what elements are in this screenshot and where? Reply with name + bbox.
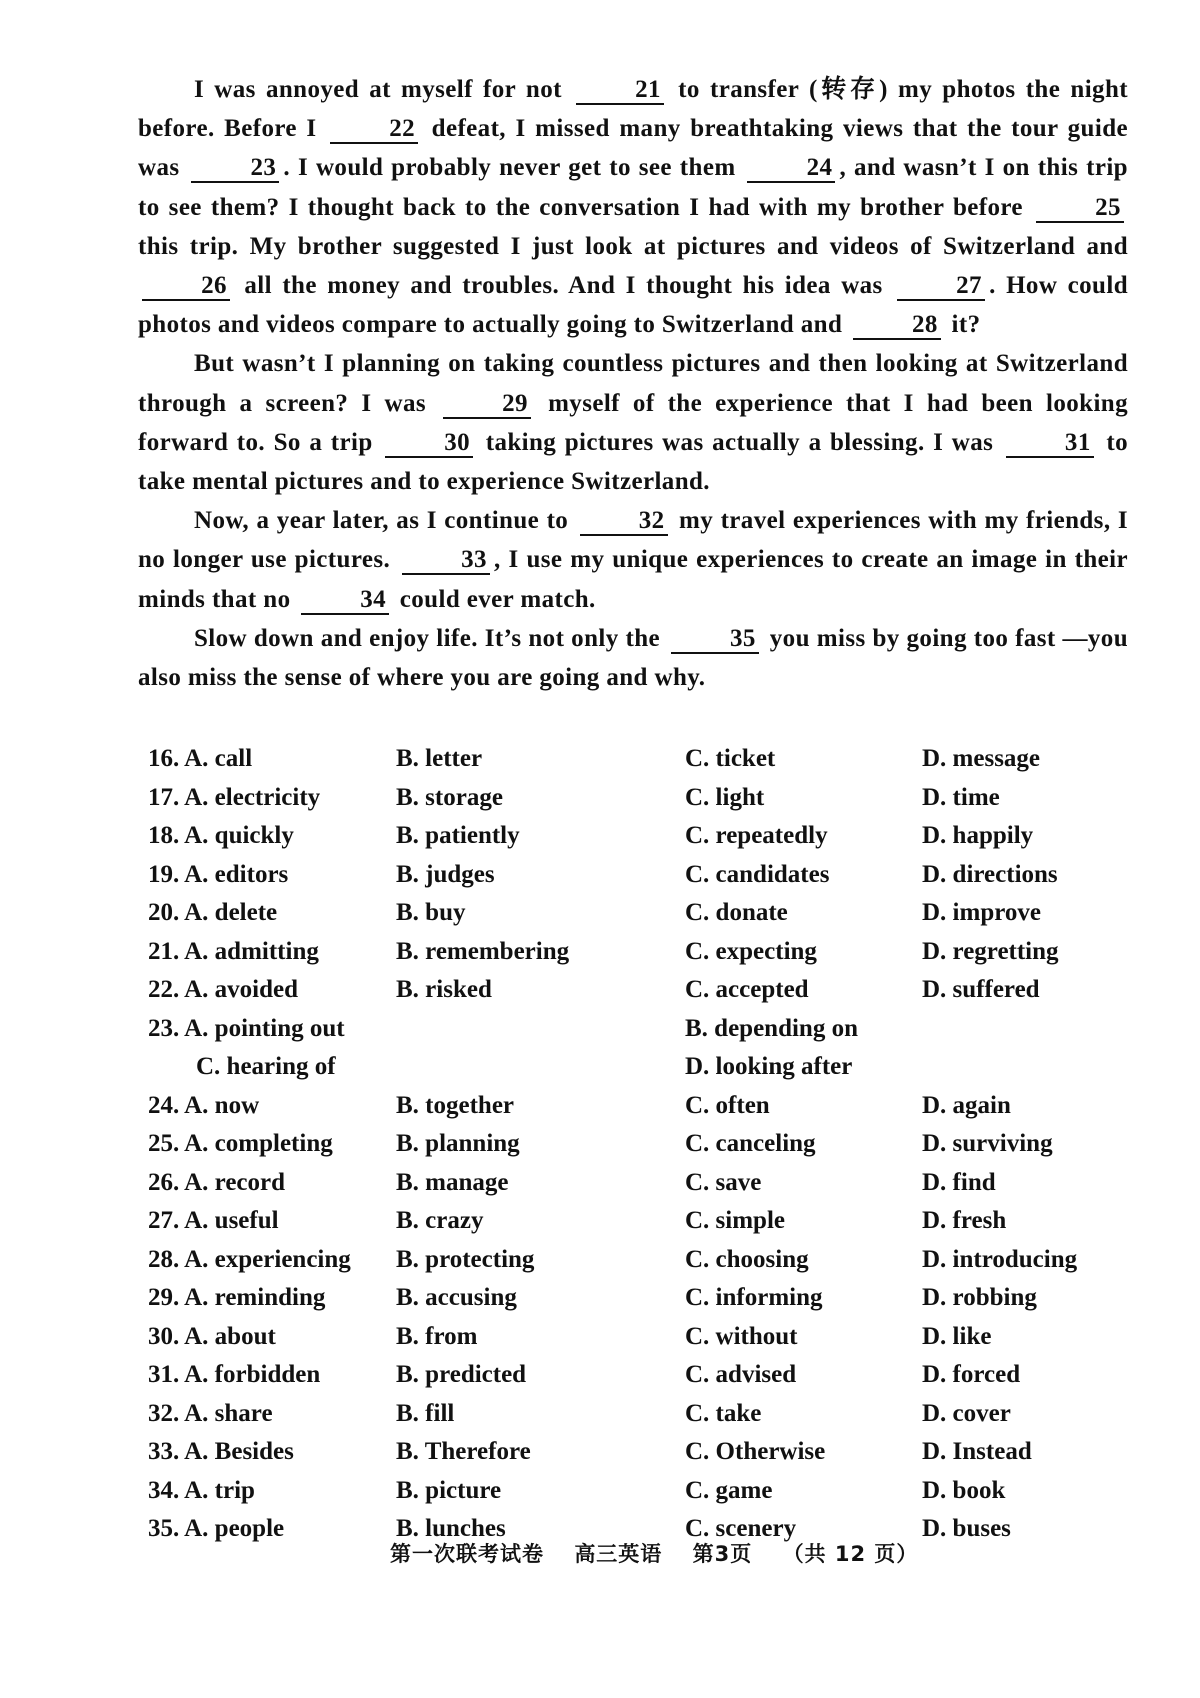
option-b: B. remembering (396, 937, 570, 965)
option-row (148, 817, 1128, 856)
option-c: C. candidates (685, 860, 830, 888)
option-d: D. book (922, 1476, 1006, 1504)
option-a (148, 1164, 285, 1203)
option-d: D. again (922, 1091, 1011, 1119)
option-a (148, 1125, 333, 1164)
question-number: 29. (148, 1284, 180, 1311)
passage-text: it? (944, 311, 981, 339)
option-d: D. find (922, 1168, 996, 1196)
option-row (148, 1433, 1128, 1472)
question-number: 25. (148, 1130, 180, 1157)
blank-number: 35 (671, 626, 759, 654)
option-b: B. buy (396, 899, 466, 926)
option-row (148, 1356, 1128, 1395)
option-d: D. cover (922, 1399, 1011, 1427)
passage-text: I was annoyed at myself for not (194, 76, 572, 103)
option-d: D. improve (922, 899, 1041, 926)
option-d: D. looking after (685, 1053, 853, 1080)
option-b: B. planning (396, 1130, 520, 1157)
option-d: D. message (922, 745, 1041, 772)
option-a-text: A. completing (184, 1130, 333, 1157)
passage-text: taking pictures was actually a blessing. I was (477, 428, 1002, 456)
option-row (148, 1318, 1128, 1357)
option-c: C. hearing of (196, 1053, 336, 1080)
option-a-text: A. trip (184, 1476, 255, 1504)
passage-text: Now, a year later, as I continue to (194, 507, 576, 535)
question-number: 19. (148, 860, 180, 888)
option-a (148, 740, 252, 779)
passage-text: . I would probably never get to see them (283, 154, 744, 182)
option-a (148, 1241, 351, 1280)
option-b: B. lunches (396, 1515, 506, 1542)
option-d: D. like (922, 1322, 992, 1350)
option-d: D. regretting (922, 937, 1059, 965)
passage-text: , and wasn’t I on this trip to see them? I thought back to the conversation I had with my brother before (138, 154, 1128, 221)
option-c: C. canceling (685, 1130, 816, 1157)
option-a (148, 1510, 284, 1549)
option-a-text: A. admitting (184, 937, 319, 965)
option-a (148, 1472, 255, 1511)
option-a-text: A. Besides (184, 1438, 294, 1465)
question-number: 34. (148, 1476, 180, 1504)
option-b: B. together (396, 1091, 515, 1119)
option-a-text: A. pointing out (184, 1014, 345, 1042)
question-number: 18. (148, 822, 180, 849)
option-b: B. patiently (396, 822, 520, 849)
option-b: B. risked (396, 976, 492, 1003)
passage-text: defeat, I missed many breathtaking views that the tour guide was (138, 115, 1128, 182)
option-b: B. fill (396, 1399, 455, 1427)
blank-number: 30 (385, 430, 473, 458)
option-a-text: A. call (184, 745, 253, 772)
option-a (148, 1202, 279, 1241)
option-a-text: A. avoided (184, 976, 299, 1003)
option-row (148, 1395, 1128, 1434)
option-b: B. Therefore (396, 1438, 531, 1465)
passage-text: But wasn’t I planning on taking countless pictures and then looking at Switzerland through a screen? I was (138, 350, 1128, 417)
option-a-text: A. forbidden (184, 1361, 321, 1388)
blank-number: 32 (580, 508, 668, 536)
option-b: B. predicted (396, 1361, 527, 1388)
passage-text: this trip. My brother suggested I just look at pictures and videos of Switzerland and (138, 232, 1128, 260)
passage-text: myself of the experience that I had been looking forward to. So a trip (138, 389, 1129, 456)
option-row (148, 1202, 1128, 1241)
passage-text: my travel experiences with my friends, I no longer use pictures. (138, 507, 1129, 574)
passage-text: Slow down and enjoy life. It’s not only the (194, 624, 667, 652)
question-number: 23. (148, 1014, 180, 1042)
passage-text: to take mental pictures and to experience Switzerland. (138, 428, 1128, 496)
option-d: D. forced (922, 1361, 1021, 1388)
question-number: 24. (148, 1091, 180, 1119)
option-a-text: A. delete (184, 899, 278, 926)
option-a (148, 856, 288, 895)
blank-number: 25 (1036, 195, 1124, 223)
passage-paragraph (138, 70, 1128, 344)
option-row (148, 740, 1128, 779)
option-d: D. directions (922, 860, 1058, 888)
option-a (148, 1433, 294, 1472)
footer-subject: 高三英语 (574, 1542, 663, 1566)
passage-text: all the money and troubles. And I thought his idea was (234, 272, 894, 300)
option-a-text: A. now (184, 1091, 260, 1119)
option-row (148, 1279, 1128, 1318)
question-number: 26. (148, 1168, 180, 1196)
option-c: C. game (685, 1476, 773, 1504)
option-d: D. time (922, 783, 1000, 811)
option-d: D. happily (922, 822, 1034, 849)
question-number: 33. (148, 1438, 180, 1465)
option-c: C. expecting (685, 937, 817, 965)
option-c: C. donate (685, 899, 788, 926)
passage-text: . How could photos and videos compare to actually going to Switzerland and (138, 272, 1128, 339)
option-row (148, 1048, 1128, 1087)
option-a-text: A. reminding (184, 1284, 326, 1311)
blank-number: 26 (142, 273, 230, 301)
blank-number: 29 (443, 391, 531, 419)
option-d: D. suffered (922, 976, 1040, 1003)
option-c: C. accepted (685, 976, 809, 1003)
passage-paragraph (138, 501, 1128, 619)
question-number: 21. (148, 937, 180, 965)
option-a (148, 1279, 325, 1318)
option-c: C. ticket (685, 745, 776, 772)
option-d: D. fresh (922, 1207, 1007, 1234)
footer-total-pages: （共 12 页） (782, 1542, 919, 1566)
option-a (148, 1395, 273, 1434)
option-a-text: A. electricity (184, 783, 321, 811)
option-a-text: A. record (184, 1168, 286, 1196)
option-a (148, 933, 319, 972)
option-a (148, 894, 277, 933)
blank-number: 22 (330, 116, 418, 144)
question-number: 28. (148, 1245, 180, 1273)
option-c: C. simple (685, 1207, 785, 1234)
option-b: B. letter (396, 745, 483, 772)
option-a (148, 1010, 345, 1049)
option-d: D. surviving (922, 1130, 1053, 1157)
question-number: 27. (148, 1207, 180, 1234)
question-number: 22. (148, 976, 180, 1003)
question-number: 30. (148, 1322, 180, 1350)
option-a-text: A. about (184, 1322, 276, 1350)
blank-number: 31 (1006, 430, 1094, 458)
option-row (148, 1164, 1128, 1203)
option-c: C. often (685, 1091, 770, 1119)
passage-paragraph (138, 344, 1128, 501)
footer-page-number: 第3页 (692, 1542, 753, 1566)
blank-number: 28 (853, 312, 941, 340)
option-row (148, 1472, 1128, 1511)
option-row (148, 971, 1128, 1010)
option-c: C. light (685, 783, 765, 811)
option-a (148, 1318, 276, 1357)
question-number: 31. (148, 1361, 180, 1388)
option-d: D. robbing (922, 1284, 1037, 1311)
option-a-text: A. share (184, 1399, 273, 1427)
blank-number: 33 (402, 547, 490, 575)
option-c: C. take (685, 1399, 762, 1427)
option-b: B. picture (396, 1476, 502, 1504)
blank-number: 27 (897, 273, 985, 301)
option-b: B. from (396, 1322, 478, 1350)
option-row (148, 894, 1128, 933)
option-a (148, 1356, 320, 1395)
footer-exam-name: 第一次联考试卷 (390, 1542, 544, 1566)
option-d: D. Instead (922, 1438, 1032, 1465)
option-b: B. depending on (685, 1014, 858, 1042)
option-c: C. Otherwise (685, 1438, 826, 1465)
option-b: B. judges (396, 860, 495, 888)
option-c: C. informing (685, 1284, 823, 1311)
option-c: C. without (685, 1322, 798, 1350)
passage-text: you miss by going too fast —you also miss the sense of where you are going and why. (138, 624, 1129, 692)
option-row (148, 1241, 1128, 1280)
option-row (148, 1010, 1128, 1049)
option-a (148, 1087, 259, 1126)
option-b: B. storage (396, 783, 503, 811)
question-number: 20. (148, 899, 180, 926)
cloze-passage (138, 70, 1128, 697)
option-row (148, 1125, 1128, 1164)
option-row (148, 856, 1128, 895)
blank-number: 23 (191, 155, 279, 183)
passage-text: , I use my unique experiences to create an image in their minds that no (138, 546, 1129, 613)
question-number: 16. (148, 745, 180, 772)
question-number: 35. (148, 1515, 180, 1542)
option-row (148, 779, 1128, 818)
option-a (148, 971, 298, 1010)
option-d: D. buses (922, 1515, 1011, 1542)
answer-options (148, 740, 1128, 1549)
option-c: C. scenery (685, 1515, 797, 1542)
option-c: C. choosing (685, 1245, 809, 1273)
option-b: B. manage (396, 1168, 509, 1196)
option-c: C. repeatedly (685, 822, 828, 849)
option-a (148, 817, 294, 856)
option-a-text: A. people (184, 1515, 285, 1542)
option-b: B. protecting (396, 1245, 535, 1273)
passage-text: could ever match. (393, 585, 596, 613)
option-a-text: A. quickly (184, 822, 294, 849)
option-a (148, 779, 320, 818)
passage-paragraph (138, 619, 1128, 697)
blank-number: 24 (747, 155, 835, 183)
option-a-text: A. experiencing (184, 1245, 351, 1273)
question-number: 17. (148, 783, 180, 811)
option-c: C. save (685, 1168, 762, 1196)
blank-number: 34 (301, 587, 389, 615)
passage-text: to transfer (转存) my photos the night before. Before I (138, 76, 1128, 143)
option-row (148, 1087, 1128, 1126)
option-a-text: A. useful (184, 1207, 279, 1234)
option-a-text: A. editors (184, 860, 289, 888)
option-c: C. advised (685, 1361, 797, 1388)
option-row (148, 933, 1128, 972)
question-number: 32. (148, 1399, 180, 1427)
option-b: B. accusing (396, 1284, 517, 1311)
blank-number: 21 (576, 77, 664, 105)
option-b: B. crazy (396, 1207, 484, 1234)
page-footer (390, 1538, 940, 1568)
option-d: D. introducing (922, 1245, 1078, 1273)
